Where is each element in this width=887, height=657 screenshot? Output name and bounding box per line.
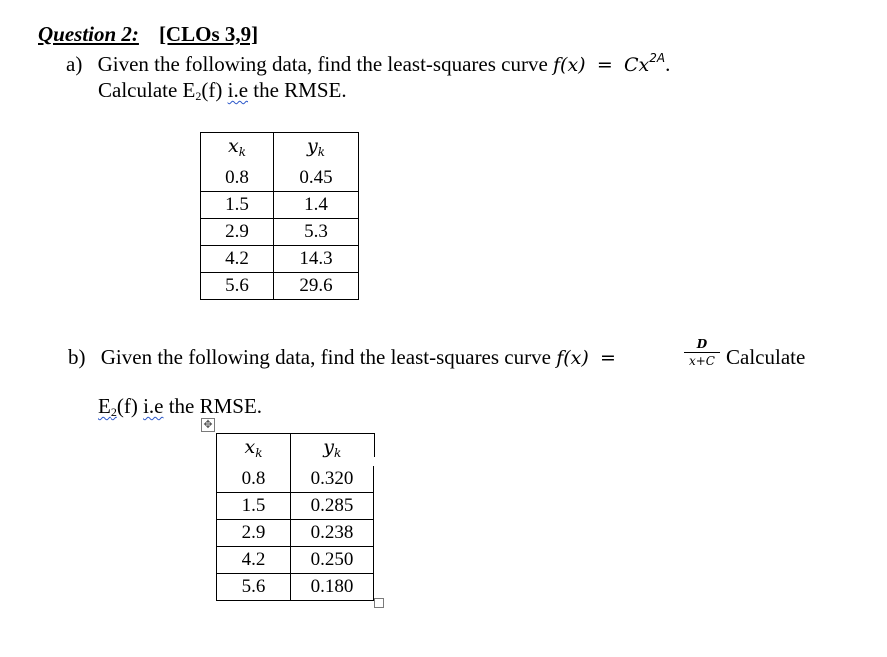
table-cell-y: 0.285 xyxy=(291,493,374,520)
table-cell-x: 1.5 xyxy=(217,493,291,520)
part-a-line-1 xyxy=(66,51,670,77)
table-cell-x: 0.8 xyxy=(217,466,291,493)
part-b-fraction xyxy=(684,337,720,368)
table-cell-y: 5.3 xyxy=(274,219,359,246)
table-cell-y: 14.3 xyxy=(274,246,359,273)
table-row xyxy=(217,466,374,493)
part-a-label: a) xyxy=(66,52,83,76)
part-b-text: Given the following data, find the least-squares curve xyxy=(100,345,551,369)
question-title xyxy=(38,22,258,47)
part-b-calc-suffix: the RMSE. xyxy=(168,394,263,418)
table-row xyxy=(201,273,359,300)
table-cell-y: 29.6 xyxy=(274,273,359,300)
part-a-f-arg: (f) xyxy=(201,78,223,102)
part-a-formula-eq: = xyxy=(596,54,613,76)
part-a-calc-suffix: the RMSE. xyxy=(253,78,347,102)
table-row xyxy=(217,547,374,574)
table-cell-y: 0.238 xyxy=(291,520,374,547)
part-a-text: Given the following data, find the least-squares curve xyxy=(97,52,548,76)
part-a-formula-exponent: 2A xyxy=(649,51,666,65)
clos-label: [CLOs 3,9] xyxy=(158,22,259,46)
table-cell-y: 0.250 xyxy=(291,547,374,574)
table-cell-y: 0.45 xyxy=(274,165,359,192)
table-row xyxy=(217,520,374,547)
table-row xyxy=(201,192,359,219)
part-b-label: b) xyxy=(68,345,86,369)
header-y: $y_k$ xyxy=(291,434,374,467)
question-number: Question 2: xyxy=(38,22,139,46)
table-cell-x: 0.8 xyxy=(201,165,274,192)
header-x: $x_k$ xyxy=(217,434,291,467)
table-cell-x: 2.9 xyxy=(201,219,274,246)
table-resize-icon[interactable] xyxy=(374,598,384,608)
part-a-calc-prefix: Calculate E xyxy=(98,78,196,102)
table-row xyxy=(217,574,374,601)
part-b-f-arg: (f) xyxy=(116,394,138,418)
part-b-line-2 xyxy=(98,394,262,420)
table-row xyxy=(201,219,359,246)
text-cursor xyxy=(374,433,375,457)
move-cross-icon[interactable]: ✥ xyxy=(201,418,215,432)
part-b-e-label: $E_2$ xyxy=(98,394,117,419)
table-cell-y: 1.4 xyxy=(274,192,359,219)
part-b-formula-lhs: f(x) xyxy=(556,347,589,369)
part-a-formula-lhs: f(x) xyxy=(553,54,586,76)
part-a-formula-rhs: Cx xyxy=(624,54,650,76)
part-b-line-1 xyxy=(68,345,616,370)
part-a-ie: i.e xyxy=(227,78,249,102)
table-cell-y: 0.180 xyxy=(291,574,374,601)
table-row xyxy=(201,246,359,273)
part-a-e-subscript: 2 xyxy=(195,89,202,103)
table-row xyxy=(217,493,374,520)
table-cell-x: 1.5 xyxy=(201,192,274,219)
table-cell-x: 2.9 xyxy=(217,520,291,547)
table-cell-x: 4.2 xyxy=(201,246,274,273)
part-b-calculate: Calculate xyxy=(726,345,806,369)
data-table-a xyxy=(200,132,359,300)
header-x: $x_k$ xyxy=(201,133,274,166)
table-cell-y: 0.320 xyxy=(291,466,374,493)
part-b-formula-eq: = xyxy=(600,347,616,369)
table-header-row xyxy=(217,434,374,467)
part-a-formula-end: . xyxy=(665,52,671,76)
part-b-ie: i.e xyxy=(143,394,164,418)
part-a-line-2 xyxy=(98,78,347,104)
table-header-row xyxy=(201,133,359,166)
fraction-denominator: x+C xyxy=(688,354,715,368)
header-y: $y_k$ xyxy=(274,133,359,166)
table-cell-x: 5.6 xyxy=(217,574,291,601)
table-row xyxy=(201,165,359,192)
table-cell-x: 5.6 xyxy=(201,273,274,300)
table-cell-x: 4.2 xyxy=(217,547,291,574)
fraction-numerator: D xyxy=(696,337,708,351)
data-table-b xyxy=(216,433,374,601)
fraction-bar xyxy=(684,352,720,353)
